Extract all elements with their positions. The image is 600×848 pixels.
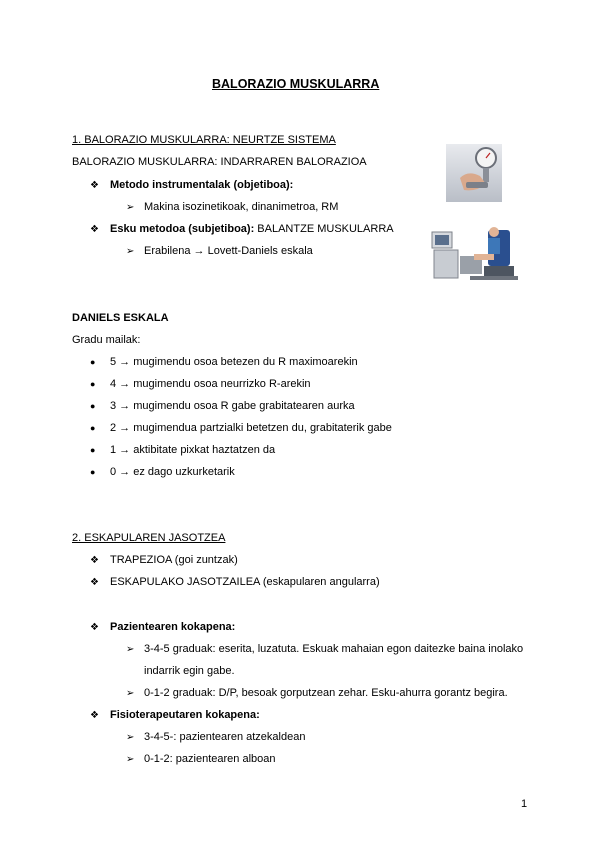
grade-text: 1 → aktibitate pixkat haztatzen da (110, 444, 276, 456)
diamond-bullet-icon: ❖ (90, 180, 99, 191)
bullet-icon: ● (90, 357, 96, 367)
bullet-icon: ● (90, 467, 96, 477)
patient-position-heading: Pazientearen kokapena: (110, 621, 236, 633)
grade-text: 3 → mugimendu osoa R gabe grabitatearen aurka (110, 400, 355, 412)
section1-heading: 1. BALORAZIO MUSKULARRA: NEURTZE SISTEMA (72, 134, 336, 146)
bullet-icon: ● (90, 423, 96, 433)
grade-text: 5 → mugimendu osoa betezen du R maximoarekin (110, 356, 358, 368)
list-item (90, 620, 235, 635)
diamond-bullet-icon: ❖ (90, 224, 99, 235)
dynamometer-image (446, 144, 502, 202)
manual-method-rest: BALANTZE MUSKULARRA (254, 223, 394, 235)
arrow-bullet-icon: ➢ (126, 202, 135, 213)
instrumental-method-detail: Makina isozinetikoak, dinanimetroa, RM (144, 201, 339, 213)
list-item (126, 752, 275, 767)
muscle-trapezius: TRAPEZIOA (goi zuntzak) (110, 554, 238, 566)
diamond-bullet-icon: ❖ (90, 622, 99, 633)
grade-text: 4 → mugimendu osoa neurrizko R-arekin (110, 378, 311, 390)
list-item (126, 244, 313, 259)
list-item (90, 708, 260, 723)
diamond-bullet-icon: ❖ (90, 710, 99, 721)
bullet-icon: ● (90, 445, 96, 455)
list-item (90, 443, 275, 457)
grade-text: 2 → mugimendua partzialki betetzen du, grabitaterik gabe (110, 422, 392, 434)
manual-method-label: Esku metodoa (subjetiboa): (110, 223, 255, 235)
patient-position-345-continued: indarrik egin gabe. (144, 665, 235, 677)
list-item (90, 553, 238, 568)
arrow-bullet-icon: ➢ (126, 246, 135, 257)
page-number: 1 (521, 798, 528, 810)
list-item (90, 399, 355, 413)
list-item (90, 222, 394, 237)
list-item (126, 686, 508, 701)
bullet-icon: ● (90, 379, 96, 389)
physio-position-012: 0-1-2: pazientearen alboan (144, 753, 276, 765)
diamond-bullet-icon: ❖ (90, 577, 99, 588)
list-item (126, 200, 338, 215)
bullet-icon: ● (90, 401, 96, 411)
list-item (90, 355, 358, 369)
physio-position-345: 3-4-5-: pazientearen atzekaldean (144, 731, 306, 743)
list-item (126, 642, 523, 657)
patient-position-345: 3-4-5 graduak: eserita, luzatuta. Eskuak mahaian egon daitezke baina inolako (144, 643, 524, 655)
manual-method-detail: Erabilena → Lovett-Daniels eskala (144, 245, 313, 257)
grade-text: 0 → ez dago uzkurketarik (110, 466, 235, 478)
list-item (90, 377, 311, 391)
instrumental-method-label: Metodo instrumentalak (objetiboa): (110, 179, 294, 191)
daniels-heading: DANIELS ESKALA (72, 312, 169, 324)
list-item (90, 178, 293, 193)
physio-position-heading: Fisioterapeutaren kokapena: (110, 709, 260, 721)
muscle-levator-scapulae: ESKAPULAKO JASOTZAILEA (eskapularen angularra) (110, 576, 380, 588)
arrow-bullet-icon: ➢ (126, 644, 135, 655)
document-title: BALORAZIO MUSKULARRA (212, 77, 380, 91)
arrow-bullet-icon: ➢ (126, 754, 135, 765)
diamond-bullet-icon: ❖ (90, 555, 99, 566)
patient-position-012: 0-1-2 graduak: D/P, besoak gorputzean zehar. Esku-ahurra gorantz begira. (144, 687, 508, 699)
list-item (126, 730, 305, 745)
isokinetic-machine-image (430, 220, 520, 284)
list-item (90, 575, 380, 590)
section2-heading: 2. ESKAPULAREN JASOTZEA (72, 532, 226, 544)
section1-subheading: BALORAZIO MUSKULARRA: INDARRAREN BALORAZIOA (72, 156, 367, 168)
arrow-bullet-icon: ➢ (126, 732, 135, 743)
list-item (90, 465, 235, 479)
arrow-bullet-icon: ➢ (126, 688, 135, 699)
daniels-intro: Gradu mailak: (72, 334, 141, 346)
list-item (90, 421, 392, 435)
